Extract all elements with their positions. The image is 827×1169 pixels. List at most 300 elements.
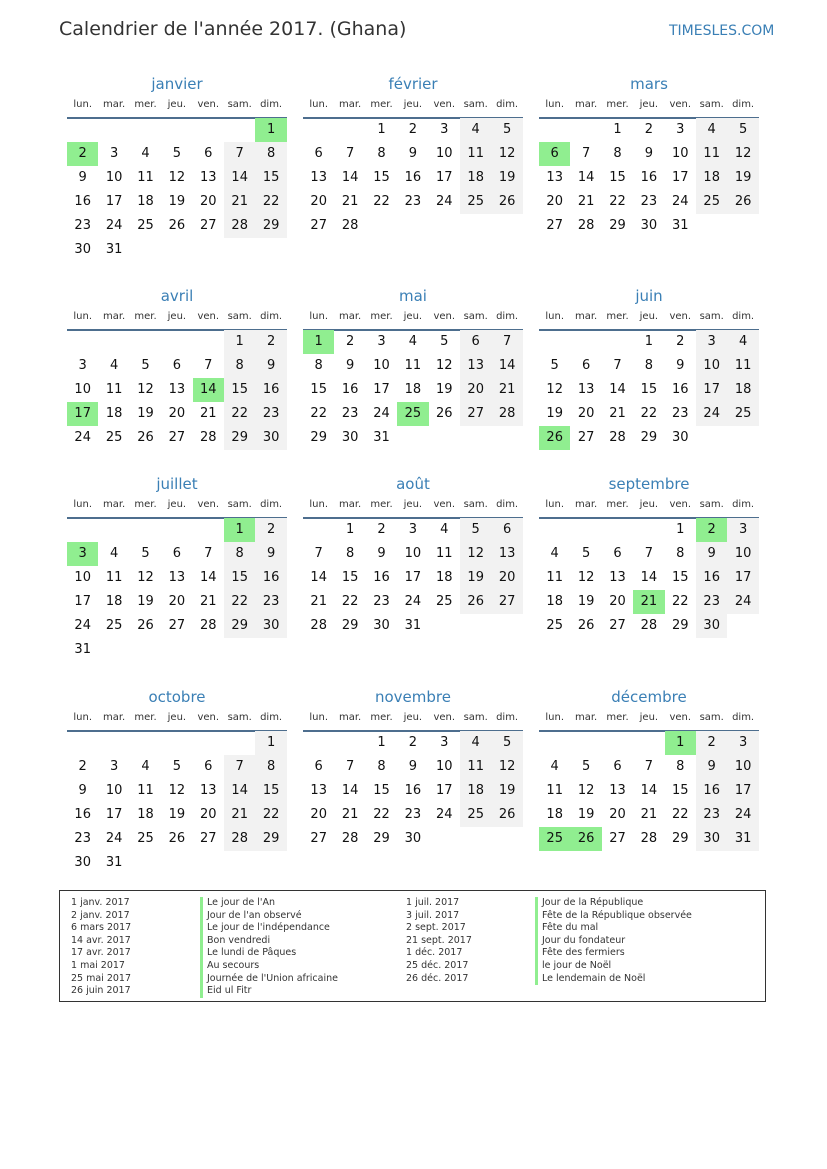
day-cell: 15 [672,570,689,585]
day-cell: 9 [408,146,418,161]
day-cell: 9 [644,146,654,161]
day-cell: 8 [377,759,386,774]
day-cell: 24 [436,194,453,209]
day-cell: 22 [255,803,286,827]
day-cell: 24 [404,594,422,609]
day-cell: 15 [373,783,390,798]
day-cell: 1 [613,122,622,137]
day-cell: 26 [491,803,522,827]
weekday-label: mer. [134,311,157,322]
day-cell: 14 [491,354,522,378]
day-cell: 20 [609,594,626,609]
legend-holiday-name: Le jour de l'indépendance [200,922,338,935]
page-title: Calendrier de l'année 2017. (Ghana) [59,18,407,40]
weekday-label: sam. [463,712,488,723]
day-cell: 1 [377,735,386,750]
day-cell: 28 [224,214,255,238]
day-cell: 17 [672,170,689,185]
weekday-label: mar. [102,99,126,110]
weekday-label: mer. [606,311,629,322]
day-cell: 3 [109,759,119,774]
day-cell: 16 [74,194,91,209]
day-cell: 6 [204,759,213,774]
day-cell: 27 [609,618,626,633]
holiday-day-cell: 1 [665,731,696,755]
legend-holiday-name: Le lundi de Pâques [200,947,338,960]
day-cell: 21 [224,803,255,827]
day-cell: 10 [105,783,123,798]
day-cell: 12 [436,358,453,373]
weekday-label: jeu. [639,99,659,110]
day-cell: 23 [696,803,727,827]
weekday-label: dim. [732,499,755,510]
day-cell: 8 [644,358,654,373]
day-cell: 10 [727,542,758,566]
holiday-day-cell: 17 [67,402,98,426]
weekday-label: dim. [260,712,283,723]
day-cell: 19 [546,406,563,421]
weekday-label: mer. [370,311,393,322]
weekday-label: ven. [433,499,456,510]
day-cell: 14 [224,779,255,803]
day-cell: 11 [696,142,727,166]
day-cell: 28 [310,618,327,633]
day-cell: 22 [672,807,689,822]
day-cell: 9 [676,358,685,373]
weekday-label: lun. [309,311,329,322]
day-cell: 24 [105,218,123,233]
day-cell: 15 [609,170,626,185]
day-cell: 17 [727,779,758,803]
day-cell: 2 [408,735,418,750]
day-cell: 24 [373,406,390,421]
legend-left-names [200,897,338,998]
day-cell: 31 [105,242,123,257]
day-cell: 26 [460,590,491,614]
day-cell: 28 [341,831,359,846]
legend-holiday-name: Jour de la République [535,897,692,910]
legend-date: 17 avr. 2017 [71,947,131,959]
day-cell: 27 [577,430,595,445]
day-cell: 14 [609,382,626,397]
day-cell: 16 [341,382,359,397]
day-cell: 22 [672,594,689,609]
month-divider [67,117,287,119]
day-cell: 16 [696,566,727,590]
holiday-day-cell: 6 [539,142,570,166]
day-cell: 5 [460,518,491,542]
month-divider [67,730,287,732]
day-cell: 6 [314,759,323,774]
day-cell: 17 [105,194,123,209]
day-cell: 20 [310,807,327,822]
day-cell: 2 [255,518,286,542]
day-cell: 5 [172,759,182,774]
day-cell: 29 [640,430,658,445]
day-cell: 15 [255,166,286,190]
day-cell: 29 [255,827,286,851]
day-cell: 25 [436,594,453,609]
day-cell: 12 [727,142,758,166]
day-cell: 11 [727,354,758,378]
day-cell: 27 [168,618,186,633]
day-cell: 12 [168,783,186,798]
weekday-label: mar. [574,712,598,723]
day-cell: 23 [696,590,727,614]
day-cell: 14 [640,570,658,585]
day-cell: 22 [373,194,390,209]
day-cell: 26 [137,430,154,445]
day-cell: 13 [577,382,595,397]
day-cell: 24 [672,194,689,209]
day-cell: 23 [404,194,422,209]
day-cell: 19 [491,166,522,190]
day-cell: 7 [644,546,654,561]
day-cell: 22 [341,594,359,609]
weekday-label: ven. [433,99,456,110]
day-cell: 24 [105,831,123,846]
legend-right-names [535,897,692,985]
weekday-label: lun. [545,311,565,322]
day-cell: 13 [200,170,217,185]
day-cell: 7 [345,146,355,161]
day-cell: 15 [672,783,689,798]
day-cell: 3 [727,731,758,755]
day-cell: 18 [727,378,758,402]
day-cell: 2 [644,122,654,137]
day-cell: 11 [137,170,154,185]
day-cell: 29 [255,214,286,238]
day-cell: 4 [141,146,150,161]
day-cell: 28 [224,827,255,851]
holiday-day-cell: 1 [255,118,286,142]
day-cell: 5 [550,358,559,373]
month-name: juin [635,287,663,305]
day-cell: 20 [200,194,217,209]
weekday-label: jeu. [167,99,187,110]
day-cell: 16 [373,570,390,585]
day-cell: 28 [640,831,658,846]
weekday-label: ven. [669,499,692,510]
weekday-label: sam. [463,311,488,322]
day-cell: 4 [440,522,449,537]
day-cell: 28 [200,618,217,633]
day-cell: 26 [436,406,453,421]
day-cell: 6 [172,546,182,561]
weekday-label: lun. [545,712,565,723]
day-cell: 31 [404,618,422,633]
day-cell: 20 [200,807,217,822]
day-cell: 8 [224,542,255,566]
month-name: septembre [608,475,690,493]
day-cell: 28 [609,430,626,445]
weekday-label: mer. [370,499,393,510]
day-cell: 17 [436,783,453,798]
day-cell: 8 [314,358,323,373]
day-cell: 1 [255,731,286,755]
holiday-day-cell: 3 [67,542,98,566]
day-cell: 18 [696,166,727,190]
weekday-label: sam. [463,99,488,110]
day-cell: 23 [74,218,91,233]
day-cell: 14 [224,166,255,190]
day-cell: 4 [460,731,491,755]
day-cell: 2 [408,122,418,137]
day-cell: 12 [137,570,154,585]
day-cell: 7 [345,759,355,774]
day-cell: 9 [78,170,87,185]
day-cell: 6 [460,330,491,354]
day-cell: 7 [224,142,255,166]
day-cell: 31 [672,218,689,233]
weekday-label: ven. [197,99,220,110]
day-cell: 5 [172,146,182,161]
weekday-label: mer. [606,712,629,723]
day-cell: 25 [137,218,154,233]
legend-holiday-name: Eid ul Fitr [200,985,338,998]
day-cell: 27 [609,831,626,846]
day-cell: 10 [436,146,453,161]
day-cell: 18 [460,166,491,190]
day-cell: 5 [491,731,522,755]
day-cell: 15 [373,170,390,185]
day-cell: 18 [105,594,123,609]
weekday-label: dim. [496,99,519,110]
day-cell: 3 [408,522,418,537]
day-cell: 15 [341,570,359,585]
day-cell: 14 [341,170,359,185]
holiday-day-cell: 21 [633,590,664,614]
day-cell: 26 [168,218,186,233]
day-cell: 20 [310,194,327,209]
weekday-label: jeu. [167,712,187,723]
day-cell: 21 [577,194,595,209]
weekday-label: dim. [260,499,283,510]
day-cell: 22 [640,406,658,421]
day-cell: 19 [491,779,522,803]
day-cell: 9 [696,755,727,779]
day-cell: 7 [204,546,213,561]
day-cell: 10 [727,755,758,779]
legend-date: 26 juin 2017 [71,985,131,997]
day-cell: 6 [172,358,182,373]
weekday-label: lun. [73,499,93,510]
day-cell: 17 [373,382,390,397]
legend-date: 1 mai 2017 [71,959,125,971]
day-cell: 10 [74,570,91,585]
weekday-label: jeu. [167,311,187,322]
day-cell: 21 [341,807,359,822]
weekday-label: sam. [699,99,724,110]
day-cell: 8 [613,146,622,161]
day-cell: 21 [224,190,255,214]
day-cell: 3 [78,358,87,373]
day-cell: 19 [727,166,758,190]
day-cell: 17 [105,807,123,822]
day-cell: 25 [460,803,491,827]
day-cell: 25 [696,190,727,214]
day-cell: 24 [727,590,758,614]
day-cell: 8 [345,546,355,561]
day-cell: 15 [224,566,255,590]
day-cell: 9 [78,783,87,798]
day-cell: 17 [436,170,453,185]
day-cell: 27 [200,218,217,233]
day-cell: 14 [200,570,217,585]
day-cell: 25 [105,430,123,445]
weekday-label: mar. [574,499,598,510]
legend-date: 14 avr. 2017 [71,934,131,946]
day-cell: 6 [491,518,522,542]
day-cell: 12 [546,382,563,397]
day-cell: 28 [577,218,595,233]
day-cell: 12 [491,142,522,166]
day-cell: 27 [546,218,563,233]
day-cell: 12 [460,542,491,566]
weekday-label: mar. [338,99,362,110]
day-cell: 7 [581,146,591,161]
day-cell: 4 [550,759,559,774]
day-cell: 17 [696,378,727,402]
day-cell: 30 [74,242,91,257]
weekday-label: ven. [669,311,692,322]
day-cell: 3 [377,334,386,349]
day-cell: 10 [696,354,727,378]
legend-date: 1 juil. 2017 [406,897,460,908]
day-cell: 14 [341,783,359,798]
weekday-label: dim. [260,311,283,322]
weekday-label: sam. [227,499,252,510]
day-cell: 5 [727,118,758,142]
legend-holiday-name: Fête de la République observée [535,910,692,923]
day-cell: 27 [168,430,186,445]
weekday-label: mar. [102,499,126,510]
day-cell: 18 [546,594,563,609]
day-cell: 19 [577,594,595,609]
day-cell: 21 [200,594,217,609]
day-cell: 7 [644,759,654,774]
day-cell: 10 [74,382,91,397]
weekday-label: sam. [227,99,252,110]
day-cell: 25 [546,618,563,633]
weekday-label: ven. [669,99,692,110]
day-cell: 22 [609,194,626,209]
day-cell: 11 [137,783,154,798]
weekday-label: jeu. [167,499,187,510]
day-cell: 22 [255,190,286,214]
day-cell: 18 [436,570,453,585]
day-cell: 23 [640,194,658,209]
weekday-label: mar. [574,99,598,110]
day-cell: 19 [577,807,595,822]
day-cell: 4 [696,118,727,142]
weekday-label: lun. [545,99,565,110]
day-cell: 9 [408,759,418,774]
day-cell: 20 [609,807,626,822]
weekday-label: dim. [260,99,283,110]
day-cell: 23 [74,831,91,846]
day-cell: 27 [460,402,491,426]
day-cell: 13 [546,170,563,185]
day-cell: 10 [373,358,390,373]
day-cell: 8 [676,546,685,561]
month-name: février [388,75,438,93]
weekday-label: mar. [102,311,126,322]
weekday-label: ven. [433,311,456,322]
day-cell: 12 [491,755,522,779]
day-cell: 15 [255,779,286,803]
weekday-label: sam. [463,499,488,510]
day-cell: 10 [404,546,422,561]
day-cell: 1 [676,522,685,537]
day-cell: 6 [204,146,213,161]
day-cell: 26 [137,618,154,633]
month-name: novembre [375,688,451,706]
day-cell: 3 [440,122,449,137]
month-name: juillet [156,475,198,493]
day-cell: 17 [727,566,758,590]
day-cell: 8 [377,146,386,161]
day-cell: 11 [460,755,491,779]
day-cell: 10 [672,146,689,161]
day-cell: 30 [255,614,286,638]
day-cell: 19 [168,194,186,209]
legend-holiday-name: Bon vendredi [200,935,338,948]
day-cell: 24 [74,430,91,445]
day-cell: 14 [640,783,658,798]
day-cell: 22 [373,807,390,822]
day-cell: 23 [255,590,286,614]
day-cell: 16 [672,382,689,397]
day-cell: 31 [105,855,123,870]
day-cell: 7 [224,755,255,779]
day-cell: 16 [640,170,658,185]
legend-date: 21 sept. 2017 [406,934,472,946]
legend-right-dates [406,897,472,985]
brand-link[interactable]: TIMESLES.COM [669,23,775,39]
day-cell: 1 [644,334,654,349]
weekday-label: mar. [102,712,126,723]
day-cell: 31 [74,642,91,657]
day-cell: 6 [314,146,323,161]
day-cell: 23 [255,402,286,426]
day-cell: 9 [377,546,386,561]
day-cell: 16 [404,170,422,185]
day-cell: 12 [168,170,186,185]
day-cell: 30 [640,218,658,233]
legend-holiday-name: Jour du fondateur [535,935,692,948]
day-cell: 15 [310,382,327,397]
weekday-label: mer. [606,99,629,110]
holiday-day-cell: 2 [696,518,727,542]
day-cell: 24 [436,807,453,822]
weekday-label: dim. [496,499,519,510]
holiday-day-cell: 26 [539,426,570,450]
day-cell: 22 [224,402,255,426]
day-cell: 19 [137,406,154,421]
day-cell: 21 [200,406,217,421]
day-cell: 2 [345,334,355,349]
day-cell: 30 [404,831,422,846]
day-cell: 5 [141,358,150,373]
day-cell: 23 [404,807,422,822]
month-name: mai [399,287,427,305]
day-cell: 18 [137,194,154,209]
day-cell: 11 [404,358,422,373]
holiday-day-cell: 14 [193,378,224,402]
day-cell: 8 [255,142,286,166]
weekday-label: jeu. [639,499,659,510]
